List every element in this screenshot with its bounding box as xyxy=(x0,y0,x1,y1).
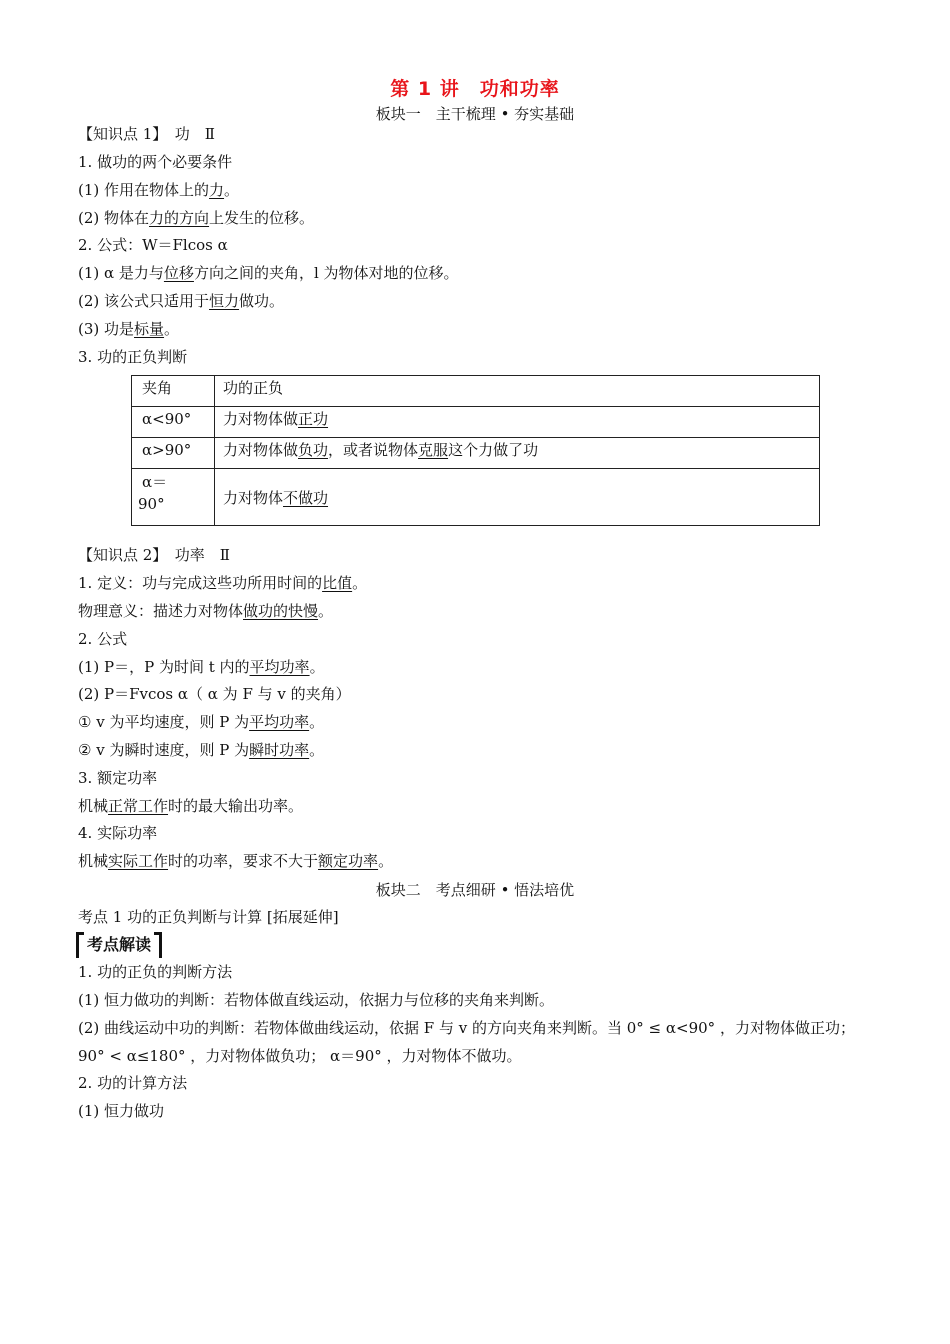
kp2-heading: 【知识点 2】 功率 Ⅱ xyxy=(78,546,231,564)
answer-underline: 力的方向 xyxy=(149,209,210,227)
section-heading-2: 板块二 考点细研 • 悟法培优 xyxy=(375,881,575,899)
kp2-line-10: 4. 实际功率 xyxy=(78,824,158,842)
table-cell: 力对物体做正功 xyxy=(215,407,820,438)
table-row xyxy=(132,438,820,469)
kp2-line-2: 物理意义：描述力对物体做功的快慢。 xyxy=(78,602,334,620)
answer-underline: 恒力 xyxy=(209,292,240,310)
kp2-line-6: ① v 为平均速度，则 P 为平均功率。 xyxy=(78,713,325,731)
kd-line-3: (2) 曲线运动中功的判断：若物体做曲线运动，依据 F 与 v 的方向夹角来判断。当 0° ≤ α<90° ，力对物体做正功；90° < α≤180° ，力对物体做负功； α＝90° ，力对物体不做功。 xyxy=(78,1019,855,1065)
answer-underline: 克服 xyxy=(418,441,449,459)
table-header-sign: 功的正负 xyxy=(215,376,820,407)
table-row xyxy=(132,407,820,438)
kp1-line-8: 3. 功的正负判断 xyxy=(78,348,188,366)
kp2-line-9: 机械正常工作时的最大输出功率。 xyxy=(78,797,304,815)
table-cell: α>90° xyxy=(132,438,215,469)
kp1-line-1: 1. 做功的两个必要条件 xyxy=(78,153,233,171)
table-cell: α＝ 90° xyxy=(132,469,215,526)
analysis-badge: 考点解读 xyxy=(76,932,162,958)
answer-underline: 额定功率 xyxy=(318,852,379,870)
lesson-title: 第 1 讲 功和功率 xyxy=(390,78,560,100)
kd-line-1: 1. 功的正负的判断方法 xyxy=(78,963,233,981)
table-header-angle: 夹角 xyxy=(132,376,215,407)
kd-line-2: (1) 恒力做功的判断：若物体做直线运动，依据力与位移的夹角来判断。 xyxy=(78,991,555,1009)
kp1-line-2: (1) 作用在物体上的力。 xyxy=(78,181,240,199)
table-row xyxy=(132,469,820,526)
answer-underline: 平均功率 xyxy=(249,658,310,676)
answer-underline: 正常工作 xyxy=(108,797,169,815)
table-cell: 力对物体做负功，或者说物体克服这个力做了功 xyxy=(215,438,820,469)
kd-line-4: 2. 功的计算方法 xyxy=(78,1074,188,1092)
answer-underline: 不做功 xyxy=(283,488,329,507)
answer-underline: 比值 xyxy=(322,574,353,592)
section-heading-1: 板块一 主干梳理 • 夯实基础 xyxy=(375,105,575,123)
answer-underline: 位移 xyxy=(163,264,194,282)
work-sign-table xyxy=(131,375,820,526)
answer-underline: 实际工作 xyxy=(108,852,169,870)
kp1-heading: 【知识点 1】 功 Ⅱ xyxy=(78,125,216,143)
answer-underline: 力 xyxy=(209,181,225,199)
kp2-line-8: 3. 额定功率 xyxy=(78,769,158,787)
answer-underline: 平均功率 xyxy=(249,713,310,731)
answer-underline: 标量 xyxy=(134,320,165,338)
kp2-line-1: 1. 定义：功与完成这些功所用时间的比值。 xyxy=(78,574,368,592)
table-cell: 力对物体不做功 xyxy=(215,469,820,526)
kp2-line-5: (2) P＝Fvcos α（ α 为 F 与 v 的夹角） xyxy=(78,685,351,703)
kp1-line-7: (3) 功是标量。 xyxy=(78,320,180,338)
kp2-line-3: 2. 公式 xyxy=(78,630,128,648)
table-row xyxy=(132,376,820,407)
table-cell: α<90° xyxy=(132,407,215,438)
answer-underline: 瞬时功率 xyxy=(249,741,310,759)
answer-underline: 负功 xyxy=(298,441,329,459)
kp1-formula: 2. 公式：W＝Flcos α xyxy=(78,236,228,254)
kp1-line-5: (1) α 是力与位移方向之间的夹角，l 为物体对地的位移。 xyxy=(78,264,459,282)
kp1-line-6: (2) 该公式只适用于恒力做功。 xyxy=(78,292,285,310)
topic-title: 考点 1 功的正负判断与计算 [拓展延伸] xyxy=(78,908,339,926)
kp2-line-7: ② v 为瞬时速度，则 P 为瞬时功率。 xyxy=(78,741,325,759)
kp2-line-11: 机械实际工作时的功率，要求不大于额定功率。 xyxy=(78,852,394,870)
kp2-line-4: (1) P＝，P 为时间 t 内的平均功率。 xyxy=(78,658,325,676)
kp1-line-3: (2) 物体在力的方向上发生的位移。 xyxy=(78,209,315,227)
answer-underline: 正功 xyxy=(298,410,329,428)
kd-line-5: (1) 恒力做功 xyxy=(78,1102,165,1120)
answer-underline: 做功的快慢 xyxy=(243,602,319,620)
